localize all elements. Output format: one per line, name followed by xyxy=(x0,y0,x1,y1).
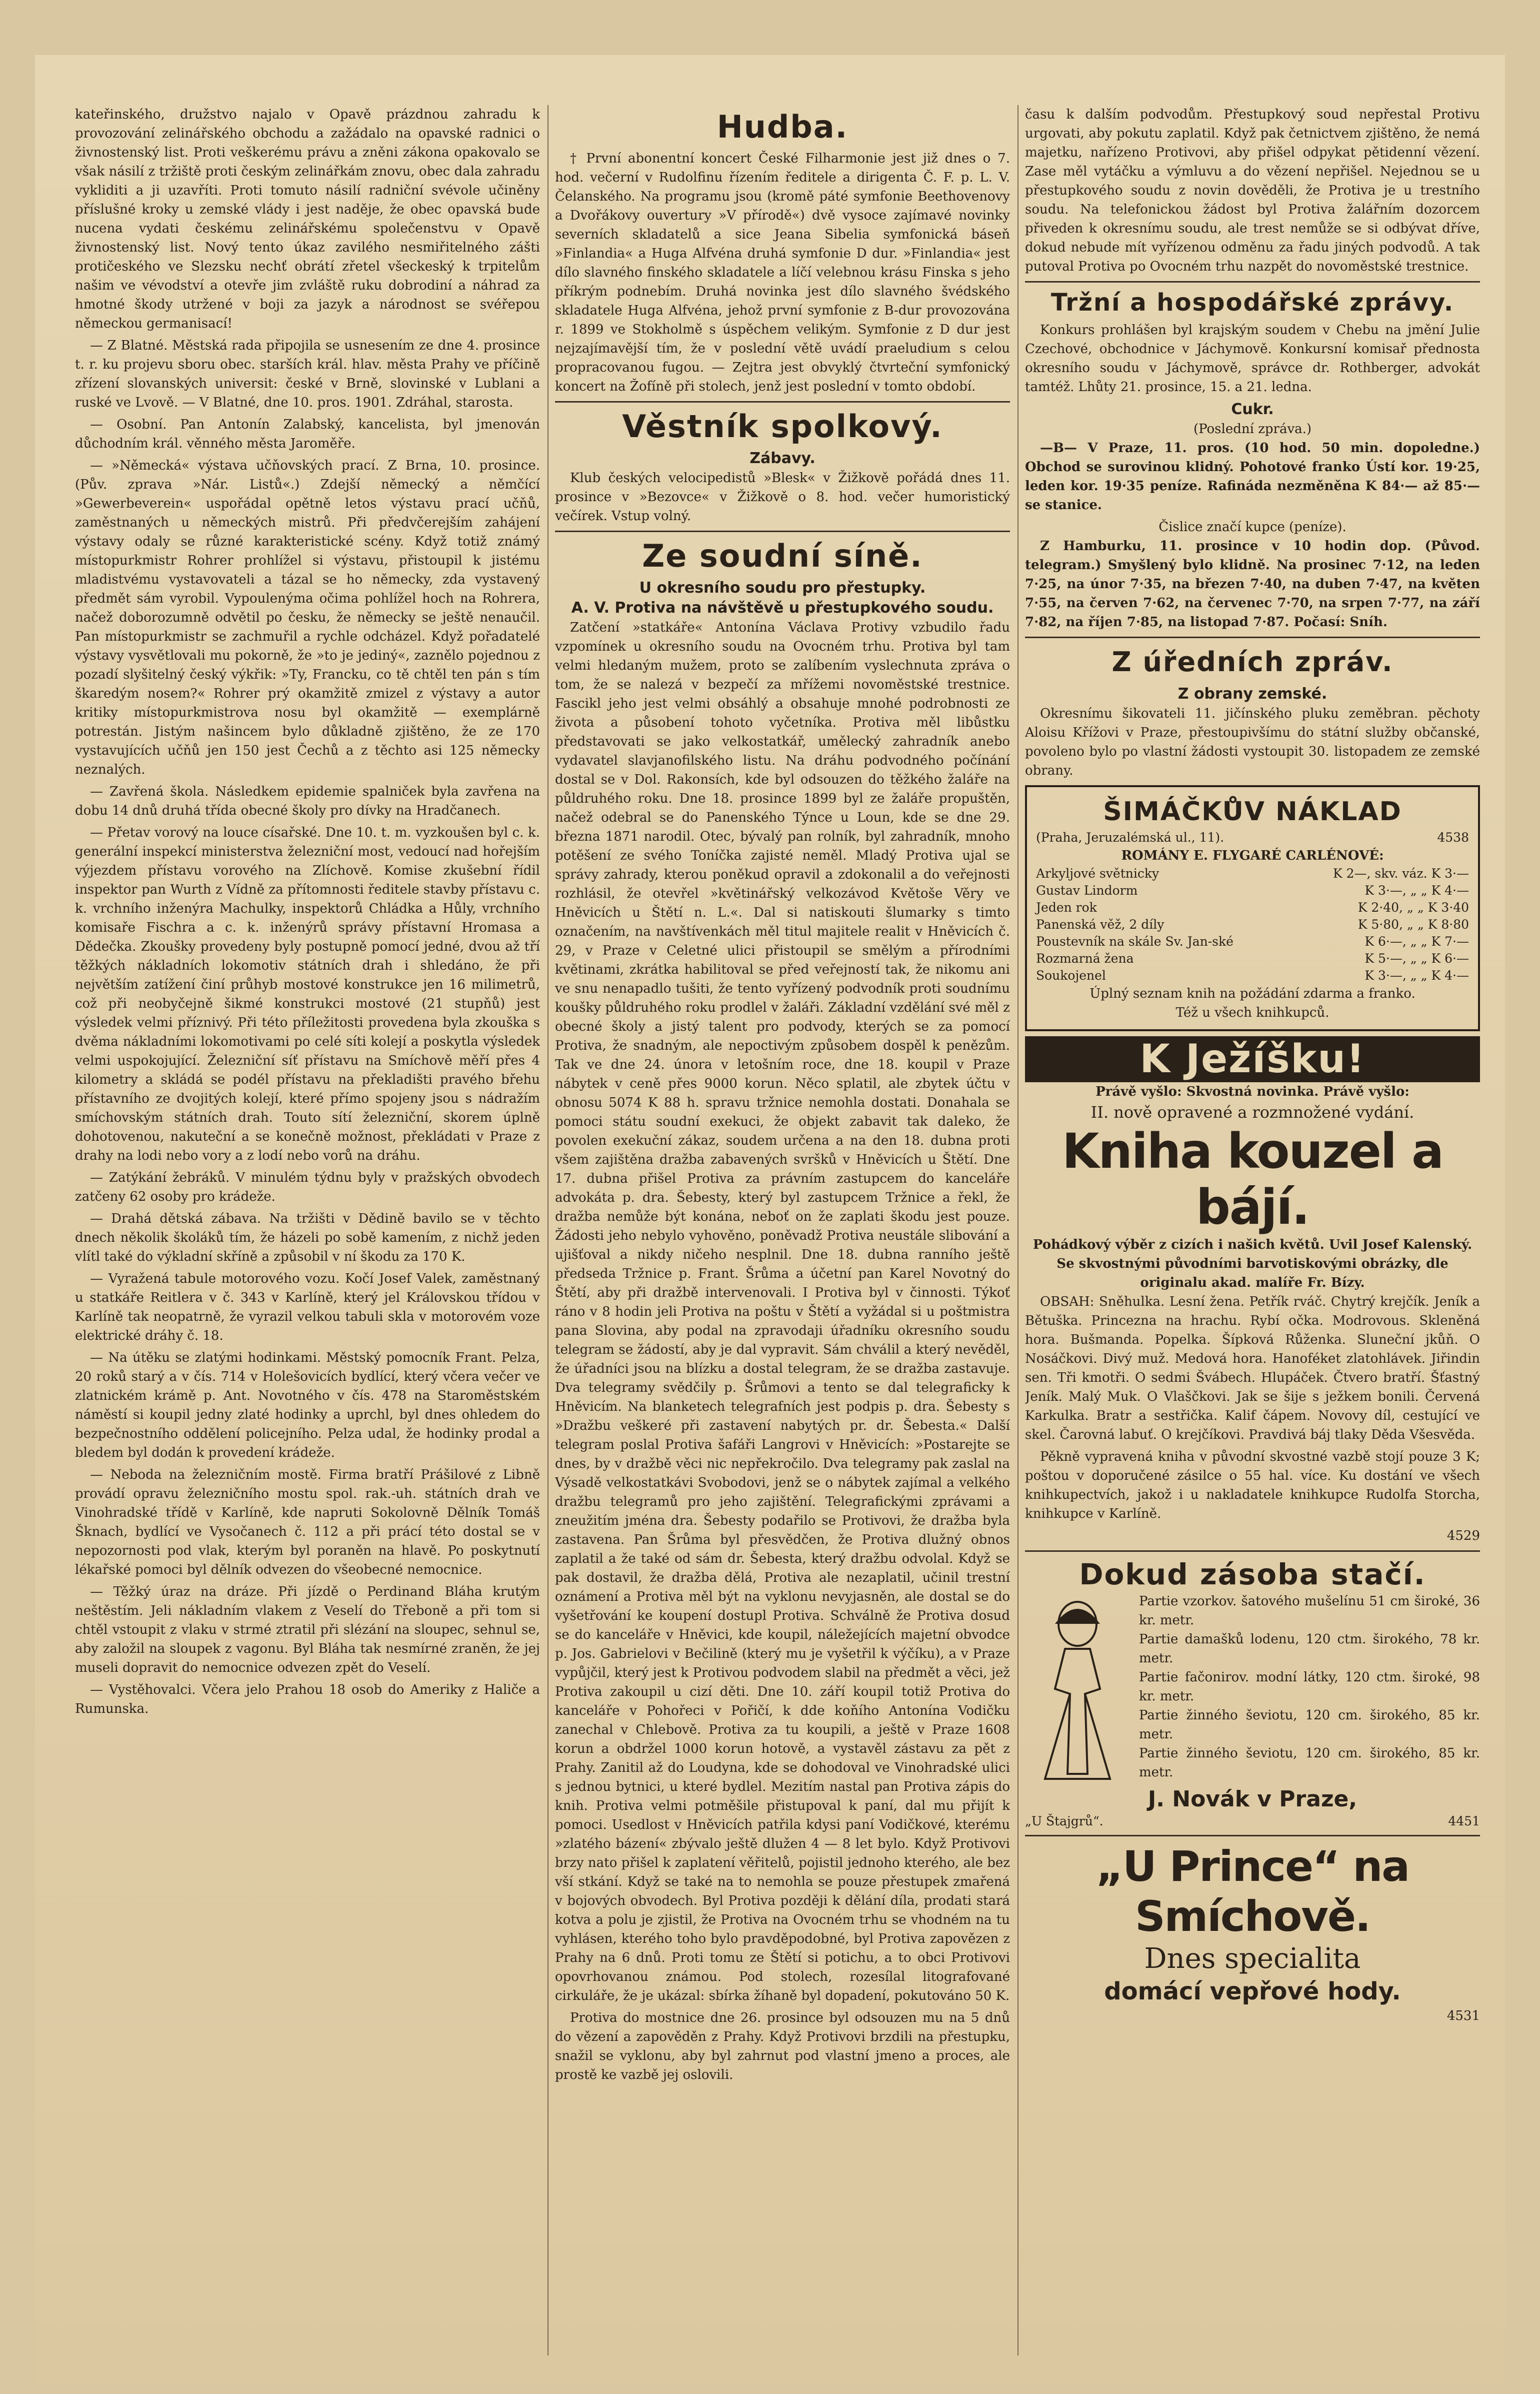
ad-item: Partie damašků lodenu, 120 ctm. širokého, 78 kr. metr. xyxy=(1139,1632,1480,1666)
section-heading-hudba: Hudba. xyxy=(716,109,848,145)
ad-sub: Pohádkový výběr z cizích i našich květů. Uvil Josef Kalenský. xyxy=(1032,1237,1472,1252)
ad-series: ROMÁNY E. FLYGARÉ CARLÉNOVÉ: xyxy=(1121,848,1384,863)
book-title: Jeden rok xyxy=(1036,900,1097,915)
book-price: K 2—, skv. váz. K 3·— xyxy=(1332,866,1469,881)
book-row xyxy=(1036,865,1469,882)
article-paragraph: Okresnímu šikovateli 11. jičínského pluku zeměbran. pěchoty Aloisu Křížovi v Praze, přestoupivšímu do státní služby občanské, povoleno bylo po vlastní žádosti vystoupit 30. listopadem ze zemské obrany. xyxy=(1025,706,1480,778)
newspaper-page xyxy=(35,55,1505,2385)
ad-item: Partie žinného ševiotu, 120 cm. širokého, 85 kr. metr. xyxy=(1139,1708,1480,1742)
book-title: Rozmarná žena xyxy=(1036,951,1134,966)
ad-line: domácí vepřové hody. xyxy=(1104,1977,1401,2005)
divider xyxy=(1025,637,1480,638)
article-paragraph: kateřinského, družstvo najalo v Opavě prázdnou zahradu k provozování zelinářského obchodu a zažádalo na opavské radnici o živnostenský list. Proti veškerému právu a zněni zákona opakovalo se však násilí z tržiště proti českým zelinářkám znovu, obec dala zahradu vykliditi a ji uzavříti. Proti tomuto násilí radniční svévole učiněny příslušné kroky u zemské vlády i jest naděje, že obec opavská bude nucena vydati českému zelinářskému společenstvu v Opavě živnostenský list. Nový tento úkaz zavilého nesmiřitelného zášti protičeského ve Slezsku nechť obrátí zřetel všeckeský k trpitelům našim ve vévodství a otevře jim zvláště ruku dobrodiní a náhrad za hmotné škody utržené v boji za jazyk a národnost se svéřepou německou germanisací! xyxy=(75,107,540,331)
book-row xyxy=(1036,899,1469,916)
column-left xyxy=(75,105,540,2355)
advertisement-simacek xyxy=(1025,785,1480,1031)
ad-item: Partie vzorkov. šatového mušelínu 51 cm široké, 36 kr. metr. xyxy=(1139,1594,1480,1628)
ad-footer: Pěkně vypravená kniha v původní skvostné vazbě stojí pouze 3 K; poštou v doporučené zásilce o 55 hal. více. Ku dostání ve všech knihkupectvích, jakož i u nakladatele knihkupce Rudolfa Storcha, knihkupce v Karlíně. xyxy=(1025,1449,1480,1521)
article-paragraph: Zatčení »statkáře« Antonína Václava Protivy vzbudilo řadu vzpomínek u okresního soudu na Ovocném trhu. Protiva byl tam velmi hledaným mužem, proto se zalíbením vyslechnuta zpráva o tom, že se nalezá v bezpečí za mřížemi novoměstské trestnice. Fascikl jeho jest velmi obsáhlý a obsahuje mnohé podrobnosti ze života a působení tohoto vyčetníka. Protiva měl libůstku představovati se jako velkostatkář, umělecký zahradník anebo vydavatel slavjanofilského listu. Na dráhu podvodného počínání dostal se v Dol. Rakonsích, kde byl odsouzen do těžkého žaláře na půldruhého roku. Dne 18. prosince 1899 byl ze žaláře propuštěn, načež odebral se do Panenského Týnce u Loun, kde se dne 29. března 1871 narodil. Otec, bývalý pan rolník, byl zahradník, mnoho potěšení ze svého Toníčka zajisté neměl. Mladý Protiva ujal se správy zahrady, kterou poněkud opravil a zdokonalil a do veřejnosti rozhlásil, že otevřel »květinářský velkozávod Květoše Věry ve Hněvicích u Štětí n. L.«. Dal si natiskouti šlumarky s timto označením, na navštívenkách měl titul majitele realit v Hněvicích č. 29, v Praze v Celetné ulici přistoupil se smělým a přírodními květinami, zkrátka habilitoval se před veřejností tak, že nikomu ani ve snu nenapadlo tušiti, že tento vyřízený podvodník proti soudnímu koušky půldruhého roku prodlel v žaláři. Základní vzdělání své měl z obecné školy a jistý talent pro podvody, kterých se za pomocí Protiva, že snadným, ale nepoctivým způsobem dospěl k penězům. Tak ve dne 24. února v letošním roce, dne 18. koupil v Praze nábytek v ceně přes 9000 korun. Něco splatil, ale zbytek účtu v obnosu 5074 K 88 h. spravu tržnice nemohla dostati. Donahala se pomoci státu soudní exekuci, že objekt zabavit tak daleko, že povolen exekuční zákaz, soudem určena a na den 18. dubna proti všem zajištěna dražba zabavených svršků v Hněvicích u Štětí. Dne 17. dubna přišel Protiva za právním zastupcem do kanceláře advokáta p. dra. Šebesty, který byl zastupcem Tržnice a řekl, že dražba nemůže být konána, neboť on že zaplati škodu jest pouze. Žádosti jeho nebylo vyhověno, poněvadž Protiva neustále slibování a ujišťoval a nikdy ničeho nesplnil. Dne 18. dubna ranního ještě předseda Tržnice p. Frant. Šrůma a účetní pan Karel Novotný do Štětí, aby při dražbě intervenovali. I Protiva byl v činnosti. Týkoť ráno v 8 hodin jeli Protiva na poštu v Štětí a vyžádal si u poštmistra pana Slovina, aby podal na zpravodaji úřadníku okresního soudu telegram se žádostí, aby je dal vypravit. Sám chválil a který nevěděl, že úřadníci jsou na blízku a dostal telegram, že se dražba zastavuje. Dva telegramy svědčily p. Šrůmovi a tento se dal telegraficky k Hněvicím. Na blanketech telegrafních jest podpis p. dra. Šebesty s »Dražbu veškeré při zastavení nabytých pr. dr. Šebesta.« Další telegram poslal Protiva šafáři Langrovi v Hněvicích: »Postarejte se dnes, by v dražbě věci nic nepřekročilo. Dva telegramy pak zaslal na Výsadě velkostatkávi Svobodovi, jenž se o nábytek zajímal a velkého dražbu telegramů pro jeho zajištění. Telegrafickými zprávami a zneužitím jména dra. Šebesty podařilo se Protivovi, že dražba byla zastavena. Pan Šrůma byl přesvědčen, že Protiva dlužný obnos zaplatil a že také od sám dr. Šebesta, který dražbu odvolal. Když se pak dostavil, že dražba dělá, Protiva ale nezaplatil, učinil trestní oznámení a Protiva měl být na vyklonu nevyjasněn, ale dostal se do vyšetřování ke koupení dostupl Protiva. Schválně že Protiva dosud se do kanceláře v Hněvici, kde koupil, náležejících majetní obvodce p. Jos. Gabrielovi v Bečilině (který mu je vyšetřil k výčíku), a v Praze vypůjčil, který jest k Protivou podvodem slabil na předmět a věci, jež Protiva zakoupil u cizí děti. Dne 10. září koupil totiž Protiva do kanceláře v Pohořeci v Pořičí, k dde koňího Antonína Vodičku zanechal v Chlebově. Protiva za tu koupili, a ještě v Praze 1608 korun a obdržel 1000 korun hotově, a vystavěl zástavu za pět z Prahy. Zanitil až do Loudyna, kde se dohodoval ve Vinohradské ulici s jednou bytnici, u které bydlel. Mezitím nastal pan Protiva zápis do knih. Protiva velmi potměšile přistupoval k paní, dal mu přijít k pomoci. Usedlost v Hněvicích patřila kdysi paní Vodičkové, kterému »zlatého bázení« zbývalo ještě dlužen 4 — 8 let bylo. Když Protivovi brzy nato přišel k zaplatení věřitelů, pojistil jednoho kterého, ale bez vší stkání. Když se také na to nemohla se pouze přestupek zmařená v bojových obvodech. Byl Protiva později k dělání díla, prodati stará kotva a polu je zjistil, že Protiva na Ovocném trhu se vhodném na tu vyhlásen, kterého toho bylo pravděpodobné, byl Protiva zapovězen z Prahy na 6 dnů. Proti tomu ze Štětí si potichu, a to obci Protivovi opovrhovanou známou. Pod stolech, rozesílal litografované cirkuláře, že je ukázal: sbírka žíhaně byl dopadení, pokutováno 50 K. xyxy=(555,620,1010,2003)
article-paragraph: — Přetav vorový na louce císařské. Dne 10. t. m. vyzkoušen byl c. k. generální inspekcí ministerstva železniční most, vedoucí nad hořejším výjezdem přístavu vorového na Zlíchově. Komise zkušební řídil inspektor pan Wurth z Vídně za přítomnosti ředitele stavby přístavu c. k. vrchního inženýra Machulky, inspektorů Chládka a Hůly, vrchního komisaře Fischra a c. k. inženýrů správy přístavní Hromasa a Dědečka. Zkoušky provedeny byly postupně pomocí jedné, dvou až tří těžkých nákladních lokomotiv státních drah i shledáno, že při největším zatížení činí průhyb mostové konstrukce jen 16 milimetrů, což při neobyčejně šikmé konstrukci mostové (21 stupňů) jest výsledek velmi příznivý. Při této příležitosti provedena byla zkouška s dvěma nákladními lokomotivami po celé síti kolejí a poskytla výsledek velmi uspokojující. Železniční síť přístavu na Smíchově měří přes 4 kilometry a skládá se podél přístavu na překladišti pravého břehu přístavního ze dvojitých kolejí, které přímo spojeny jsou s nádražím smíchovským státních drah. Touto sítí železniční, skorem úplně dohotovenou, nakuteční a se konečně možnost, překládati v Praze z drahy na lodi nebo vory a z lodí nebo vorů na dráhu. xyxy=(75,825,540,1163)
advertisement-kniha-kouzel xyxy=(1025,1036,1480,1545)
ad-number: 4531 xyxy=(1446,2008,1480,2023)
ad-line: II. nově opravené a rozmnožené vydání. xyxy=(1090,1103,1414,1122)
article-paragraph: — Vystěhovalci. Včera jelo Prahou 18 osob do Ameriky z Haliče a Rumunska. xyxy=(75,1682,540,1716)
book-price: K 3·—, „ „ K 4·— xyxy=(1364,968,1469,983)
market-report-hamburg: Z Hamburku, 11. prosince v 10 hodin dop. (Původ. telegram.) Smyšlený bylo klidně. Na prosinec 7·12, na leden 7·25, na únor 7·35, na březen 7·40, na duben 7·47, na květen 7·55, na červen 7·62, na červenec 7·70, na srpen 7·77, na září 7·82, na říjen 7·85, na listopad 7·87. Počasí: Sníh. xyxy=(1025,539,1480,630)
advertisement-u-prince xyxy=(1025,1841,1480,2025)
ad-address-row xyxy=(1036,829,1469,846)
ad-item: Partie žinného ševiotu, 120 cm. širokého, 85 kr. metr. xyxy=(1139,1746,1480,1780)
subheading-zabavy: Zábavy. xyxy=(750,450,816,467)
ad-address: (Praha, Jeruzalémská ul., 11). xyxy=(1036,830,1224,845)
article-paragraph: Konkurs prohlášen byl krajským soudem v Chebu na jmění Julie Czechové, obchodnice v Jáchymově. Konkursní komisař přednosta okresního soudu v Jáchymově, správce dr. Rothberger, advokát tamtéž. Lhůty 21. prosince, 15. a 21. ledna. xyxy=(1025,323,1480,395)
subheading-obrana: Z obrany zemské. xyxy=(1178,685,1328,703)
book-title: Gustav Lindorm xyxy=(1036,883,1138,898)
divider xyxy=(1025,1550,1480,1552)
subheading-cukr: Cukr. xyxy=(1231,401,1274,418)
article-paragraph: — »Německá« výstava učňovských prací. Z Brna, 10. prosince. (Pův. zprava »Nár. Listů«.) Zdejší německý a němčící »Gewerbeverein« uspořádal opětně letos výstavu prací učňů, zaměstnaných u německých mistrů. Při předvčerejším zahájení výstavy odaly se různé karakteristické scény. Když totiž známý místopurkmistr Rohrer prohlížel si výstavu, přistoupil k jistému mladistvému vystavovateli a tázal se ho německy, zda vystavený předmět sám vyrobil. Vypoulenýma očima pohlížel hoch na Rohrera, načež doborozumně odvětil po česku, že německy se ještě nenaučil. Pan místopurkmistr se zachmuřil a rychle odcházel. Když pořadatelé výstavy vysvětlovali mu pokorně, že »to je jediný«, zaznělo pojednou z pozadí slyšitelný český výkřik: »Ty, Francku, co tě chtěl ten pán s tím škaredým nosem?« Rohrer prý okamžitě zmizel z výstavy a autor kritiky místopurkmistrova nosu byl okamžitě — exemplárně potrestán. Jistým našincem bylo důkladně zjištěno, že ze 170 vystavujících učňů jen 150 jest Čechů a z těchto asi 125 německy neznalých. xyxy=(75,458,540,777)
book-row xyxy=(1036,916,1469,933)
article-paragraph: — Zavřená škola. Následkem epidemie spalniček byla zavřena na dobu 14 dnů druhá třída obecné školy pro dívky na Hradčanech. xyxy=(75,784,540,818)
ad-footer: Úplný seznam knih na požádání zdarma a franko. xyxy=(1090,986,1416,1001)
book-row xyxy=(1036,933,1469,950)
ad-desc: Se skvostnými původními barvotiskovými obrázky, dle originalu akad. malíře Fr. Bízy. xyxy=(1056,1256,1448,1290)
woman-figure-illustration xyxy=(1025,1594,1130,1784)
book-price: K 3·—, „ „ K 4·— xyxy=(1364,883,1469,898)
article-paragraph: — Z Blatné. Městská rada připojila se usnesením ze dne 4. prosince t. r. ku projevu sboru obec. starších král. hlav. města Prahy ve příčině zřízení slovanských universit: české v Brně, slovinské v Lublani a ruské ve Lvově. — V Blatné, dne 10. pros. 1901. Zdráhal, starosta. xyxy=(75,338,540,410)
book-row xyxy=(1036,882,1469,899)
ad-firm: J. Novák v Praze, xyxy=(1148,1786,1358,1812)
subheading-posledni-zprava: (Poslední zpráva.) xyxy=(1193,422,1312,437)
book-price: K 2·40, „ „ K 3·40 xyxy=(1358,900,1469,915)
book-row xyxy=(1036,950,1469,967)
ad-number: 4529 xyxy=(1446,1528,1480,1543)
book-row xyxy=(1036,967,1469,984)
column-middle xyxy=(555,105,1010,2355)
article-title: A. V. Protiva na návštěvě u přestupkového soudu. xyxy=(571,599,994,617)
ad-number: 4451 xyxy=(1448,1814,1480,1828)
ad-title: ŠIMÁČKŮV NÁKLAD xyxy=(1103,797,1402,827)
market-report: —B— V Praze, 11. pros. (10 hod. 50 min. dopoledne.) Obchod se surovinou klidný. Pohotové franko Ústí kor. 19·25, leden kor. 19·35 peníze. Rafináda nezměněna K 84·— až 85·— se stanice. xyxy=(1025,441,1480,513)
ad-title: „U Prince“ na Smíchově. xyxy=(1096,1842,1409,1941)
book-price: K 6·—, „ „ K 7·— xyxy=(1364,934,1469,949)
book-title: Arkyljové světnicky xyxy=(1036,866,1160,881)
article-paragraph: † První abonentní koncert České Filharmonie jest již dnes o 7. hod. večerní v Rudolfinu řízením ředitele a dirigenta Č. F. p. L. V. Čelanského. Na programu jsou (kromě páté symfonie Beethovenovy a Dvořákovy ouvertury »V přírodě«) dvě vysoce zajímavé novinky severních skladatelů a sice Jeana Sibelia symfonická báseň »Finlandia« a Huga Alfvéna druhá symfonie D dur. »Finlandia« jest dílo slavného finského skladatele a líčí velebnou krásu Finska s jeho příkrým podnebím. Druhá novinka jest dílo slavného švédského skladatele Huga Alfvéna, jehož první symfonie z B-dur provozována r. 1899 ve Stokholmě s úspěchem velikým. Symfonie z D dur jest nejzajímavější tím, že v poslední větě uvádí praeludium s celou propracovanou fugou. — Zejtra jest obvyklý čtvrteční symfonický koncert na Žofíně při stolech, jenž jest poslední v tomto období. xyxy=(555,151,1010,394)
section-heading-soudni-sin: Ze soudní síně. xyxy=(642,538,923,574)
divider xyxy=(1025,281,1480,283)
book-price: K 5·—, „ „ K 6·— xyxy=(1364,951,1469,966)
column-right xyxy=(1025,105,1480,2355)
market-note: Čislice značí kupce (peníze). xyxy=(1158,520,1346,535)
subheading-okresni-soud: U okresního soudu pro přestupky. xyxy=(639,579,926,597)
ad-line: Dnes specialita xyxy=(1144,1942,1361,1975)
article-paragraph: — Zatýkání žebráků. V minulém týdnu byly v pražských obvodech zatčeny 62 osoby pro krádeže. xyxy=(75,1170,540,1204)
article-paragraph: — Drahá dětská zábava. Na tržišti v Dědině bavilo se v těchto dnech několik školáků tím, že házeli po sobě kamením, z nichž jeden vlítl také do výkladní skříně a způsobil v ní škodu za 170 K. xyxy=(75,1211,540,1264)
book-title: Poustevník na skále Sv. Jan-ské xyxy=(1036,934,1234,949)
divider xyxy=(1025,1835,1480,1836)
ad-banner: K Ježíšku! xyxy=(1025,1036,1480,1082)
article-paragraph: — Neboda na železničním mostě. Firma bratří Prášilové z Libně provádí opravu železničního mostu spol. rak.-uh. státních drah ve Vinohradské třídě v Karlíně, kde napruti Sokolovně Dělník Tomáš Šknach, bydlící ve Vysočanech č. 112 a při prácí této dostal se v nepozornosti pod vlak, kterým byl poraněn na hlavě. Po poskytnutí lékařské pomoci byl dělník odvezen do všeobecné nemocnice. xyxy=(75,1467,540,1577)
ad-firm-row xyxy=(1025,1813,1480,1830)
divider xyxy=(555,401,1010,403)
article-paragraph: — Vyražená tabule motorového vozu. Kočí Josef Valek, zaměstnaný u statkáře Reitlera v č. 343 v Karlíně, který jel Královskou třídou v Karlíně tak neopatrně, že vyrazil velkou tabuli skla v motorovém voze elektrické dráhy č. 18. xyxy=(75,1271,540,1343)
ad-contents: OBSAH: Sněhulka. Lesní žena. Petřík rváč. Chytrý krejčík. Jeník a Bětuška. Princezna na hrachu. Rybí očka. Modrovous. Skleněná hora. Bušmanda. Popelka. Šípková Růženka. Sluneční jkůň. O Nosáčkovi. Divý muž. Medová hora. Hanoféket zlatohlávek. Jiřindin sen. Tři kmotři. O sedmi Švábech. Hlupáček. Čtvero bratří. Šťastný Jeník. Malý Muk. O Vlaščkovi. Jak se šije s ježkem bonili. Červená Karkulka. Bratr a sestřička. Kalif čápem. Novovy díl, cestující ve skel. Čarovná labuť. O krejčíkovi. Pravdivá báj tlaky Děda Všesvěda. xyxy=(1025,1294,1480,1442)
ad-line: Právě vyšlo: Skvostná novinka. Právě vyšlo: xyxy=(1096,1084,1410,1099)
ad-firm-2: „U Štajgrů“. xyxy=(1025,1814,1104,1828)
ad-footer-2: Též u všech knihkupců. xyxy=(1176,1005,1330,1020)
article-paragraph: Protiva do mostnice dne 26. prosince byl odsouzen mu na 5 dnů do vězení a zapověděn z Prahy. Když Protivovi brzdili na přestupku, snažil se vyklonu, aby byl zahrnut pod vlastní jmeno a proces, ale prostě ke vazbě jej oslovili. xyxy=(555,2010,1010,2082)
ad-title: Dokud zásoba stačí. xyxy=(1079,1557,1426,1591)
article-paragraph: — Na útěku se zlatými hodinkami. Městský pomocník Frant. Pelza, 20 roků starý a v čís. 714 v Holešovicích bydlící, který včera večer ve zlatnickém krámě p. Ant. Novotného v čís. 478 na Staroměstském náměstí si koupil jedny zlaté hodinky a uprchl, byl dnes ohledem do bezpečnostního oddělení policejního. Pelza udal, že hodinky prodal a bledem byl dodán k provedení krádeže. xyxy=(75,1350,540,1460)
section-heading-vestnik: Věstník spolkový. xyxy=(622,408,943,445)
article-paragraph: Klub českých velocipedistů »Blesk« v Žižkově pořádá dnes 11. prosince v »Bezovce« v Žižkově o 8. hod. večer humoristický večírek. Vstup volný. xyxy=(555,471,1010,524)
book-price: K 5·80, „ „ K 8·80 xyxy=(1358,917,1469,932)
section-heading-uredni: Z úředních zpráv. xyxy=(1112,646,1394,678)
advertisement-novak xyxy=(1025,1557,1480,1830)
book-title: Panenská věž, 2 díly xyxy=(1036,917,1164,932)
divider xyxy=(555,531,1010,532)
book-title: Soukojenel xyxy=(1036,968,1106,983)
ad-number: 4538 xyxy=(1437,830,1469,845)
article-paragraph: času k dalším podvodům. Přestupkový soud nepřestal Protivu urgovati, aby pokutu zaplatil. Když pak četnictvem zjištěno, že nemá majetku, nařízeno Protivovi, aby přišel odpykat pětidenní vězení. Zase měl vytáčku a výmluvu a do vězení nepřišel. Nejednou se u přestupkového soudu z novin dověděli, že Protiva je u trestního soudu. Na telefonickou žádost byl Protiva žalářním dozorcem přiveden k okresnímu soudu, ale trest nemůže se si odbývat dříve, dokud nebude mít vyřízenou odměnu za řadu jiných podvodů. A tak putoval Protiva po Ovocném trhu nazpět do novoměstské trestnice. xyxy=(1025,107,1480,274)
ad-title: Kniha kouzel a bájí. xyxy=(1062,1123,1443,1235)
section-heading-trzni: Tržní a hospodářské zprávy. xyxy=(1050,289,1454,317)
ad-item: Partie fačonirov. modní látky, 120 ctm. široké, 98 kr. metr. xyxy=(1139,1670,1480,1704)
article-paragraph: — Osobní. Pan Antonín Zalabský, kancelista, byl jmenován důchodním král. věnného města Jaroměře. xyxy=(75,417,540,451)
article-paragraph: — Těžký úraz na dráze. Při jízdě o Perdinand Bláha krutým neštěstím. Jeli nákladním vlakem z Veselí do Třeboně a při tom si chtěl vstoupit z vlaku v strmé ztratil při slézání na sloupec, sehnul se, aby založil na sloupek z vagonu. Byl Bláha tak nesmírné zraněn, že jej museli dopravit do nemocnice odvezen zpět do Veselí. xyxy=(75,1584,540,1675)
